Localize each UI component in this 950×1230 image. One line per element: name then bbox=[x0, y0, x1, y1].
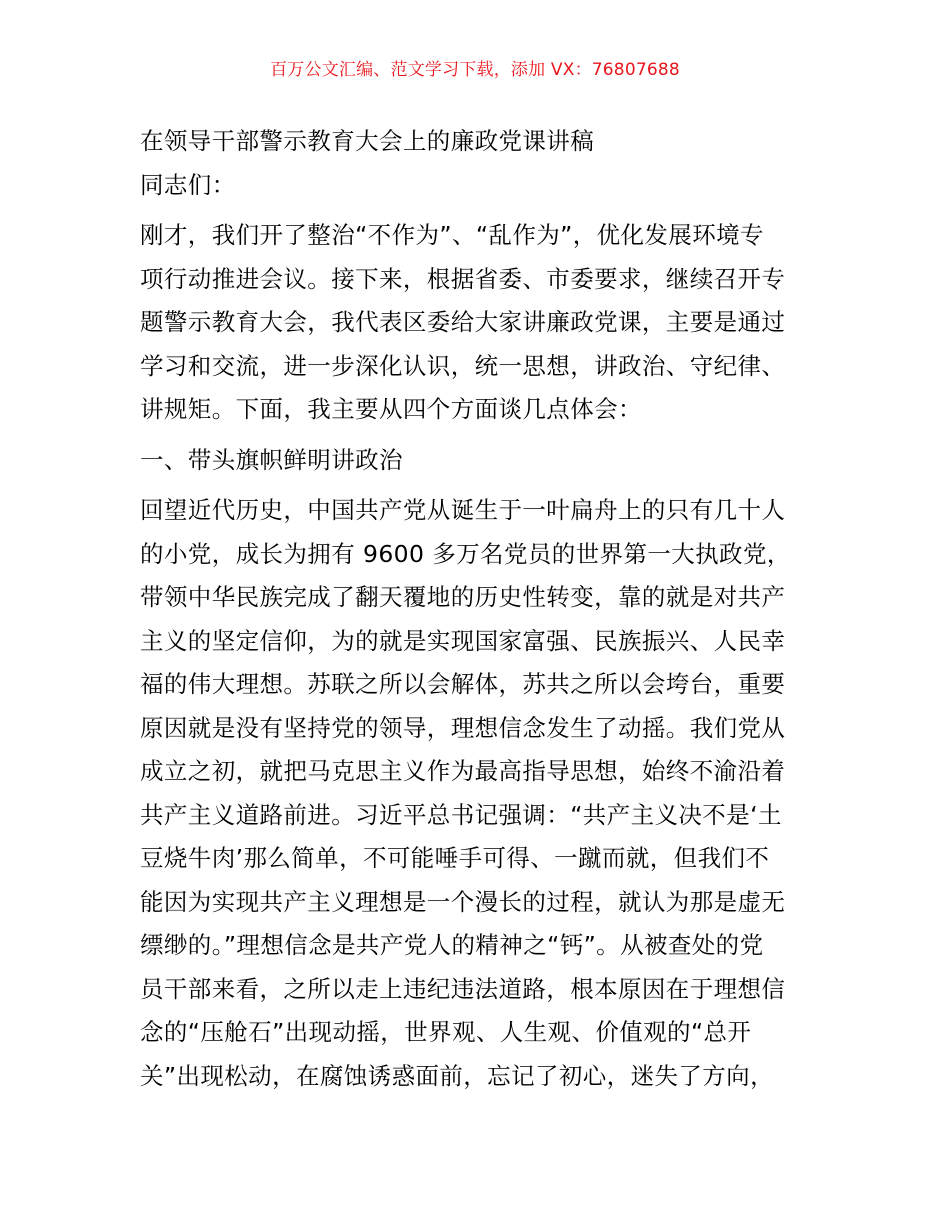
paragraph-line: 刚才，我们开了整治“不作为”、“乱作为”，优化发展环境专 bbox=[140, 221, 764, 249]
paragraph-line: 学习和交流，进一步深化认识，统一思想，讲政治、守纪律、 bbox=[140, 351, 786, 380]
section-paragraph bbox=[140, 489, 820, 1098]
paragraph-line: 题警示教育大会，我代表区委给大家讲廉政党课，主要是通过 bbox=[140, 308, 786, 336]
document-body bbox=[140, 120, 820, 1105]
document-title: 在领导干部警示教育大会上的廉政党课讲稿 bbox=[140, 127, 595, 155]
paragraph-line: 讲规矩。下面，我主要从四个方面谈几点体会： bbox=[140, 395, 642, 423]
paragraph-line: 成立之初，就把马克思主义作为最高指导思想，始终不渝沿着 bbox=[140, 757, 786, 785]
paragraph-line: 念的“压舱石”出现动摇，世界观、人生观、价值观的“总开 bbox=[140, 1018, 752, 1046]
paragraph-line: 豆烧牛肉’那么简单，不可能唾手可得、一蹴而就，但我们不 bbox=[140, 844, 770, 872]
paragraph-line: 主义的坚定信仰，为的就是实现国家富强、民族振兴、人民幸 bbox=[140, 626, 786, 655]
paragraph-line: 员干部来看，之所以走上违纪违法道路，根本原因在于理想信 bbox=[140, 974, 786, 1003]
paragraph-line: 共产主义道路前进。习近平总书记强调：“共产主义决不是‘土 bbox=[140, 800, 782, 829]
watermark-header: 百万公文汇编、范文学习下载，添加 VX：76807688 bbox=[270, 60, 680, 80]
intro-paragraph bbox=[140, 214, 820, 432]
salutation: 同志们： bbox=[140, 170, 236, 199]
paragraph-line: 项行动推进会议。接下来，根据省委、市委要求，继续召开专 bbox=[140, 264, 786, 293]
paragraph-line: 能因为实现共产主义理想是一个漫长的过程，就认为那是虚无 bbox=[140, 887, 786, 916]
paragraph-line: 关”出现松动，在腐蚀诱惑面前，忘记了初心，迷失了方向， bbox=[140, 1061, 774, 1090]
paragraph-line: 原因就是没有坚持党的领导，理想信念发生了动摇。我们党从 bbox=[140, 713, 786, 742]
paragraph-line: 缥缈的。”理想信念是共产党人的精神之“钙”。从被查处的党 bbox=[140, 931, 764, 959]
paragraph-line: 回望近代历史，中国共产党从诞生于一叶扁舟上的只有几十人 bbox=[140, 496, 786, 524]
section-heading: 一、带头旗帜鲜明讲政治 bbox=[140, 445, 403, 474]
paragraph-line: 带领中华民族完成了翻天覆地的历史性转变，靠的就是对共产 bbox=[140, 583, 786, 611]
paragraph-line: 的小党，成长为拥有 9600 多万名党员的世界第一大执政党， bbox=[140, 539, 791, 568]
paragraph-line: 福的伟大理想。苏联之所以会解体，苏共之所以会垮台，重要 bbox=[140, 670, 786, 698]
